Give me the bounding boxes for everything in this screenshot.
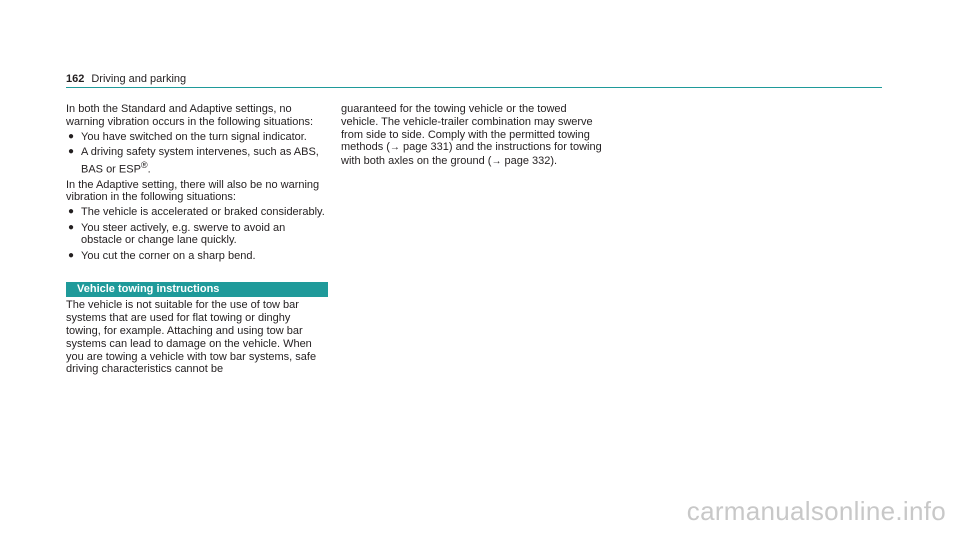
list-item: [66, 131, 328, 144]
intro-paragraph: In both the Standard and Adaptive settings, no warning vibration occurs in the following situations:: [66, 103, 314, 128]
list-item-text: You steer actively, e.g. swerve to avoid an obstacle or change lane quickly.: [81, 221, 286, 247]
continued-paragraph: [341, 103, 603, 169]
section-heading: Vehicle towing instructions: [66, 282, 328, 297]
text-segment: ).: [550, 155, 558, 168]
list-item-text: A driving safety system intervenes, such as ABS, BAS or ESP: [81, 145, 319, 176]
left-column: [66, 103, 328, 378]
list-item: [66, 222, 328, 248]
bullet-icon: ●: [68, 249, 75, 261]
no-vibration-list: [66, 131, 328, 177]
list-item: [66, 250, 328, 263]
bullet-icon: ●: [68, 206, 75, 218]
list-item: [66, 206, 328, 219]
bullet-icon: ●: [68, 145, 75, 157]
page-reference-link[interactable]: page 331: [402, 141, 449, 154]
arrow-icon: →: [491, 156, 502, 168]
section-title: Driving and parking: [91, 73, 187, 85]
list-item-text: The vehicle is accelerated or braked considerably.: [81, 206, 325, 219]
registered-mark: ®: [140, 159, 148, 170]
list-item: [66, 146, 328, 176]
arrow-icon: →: [389, 142, 400, 154]
bullet-icon: ●: [68, 130, 75, 142]
list-item-text: You cut the corner on a sharp bend.: [81, 249, 256, 262]
text-segment: ) and the instructions for towing with both axles on the ground (: [341, 141, 602, 168]
adaptive-list: [66, 206, 328, 262]
watermark: carmanualsonline.info: [686, 496, 946, 526]
text-segment: guaranteed for the towing vehicle or the towed vehicle. The vehicle-trailer combination may swerve from side to side. Comply with the permitted towing methods (: [341, 103, 593, 154]
page-reference-link[interactable]: page 332: [504, 155, 551, 168]
adaptive-paragraph: In the Adaptive setting, there will also be no warning vibration in the following situations:: [66, 178, 320, 204]
page-header: [66, 73, 882, 88]
page-number: 162: [66, 73, 85, 85]
bullet-icon: ●: [68, 221, 75, 233]
right-column: [341, 103, 603, 171]
list-item-text: You have switched on the turn signal indicator.: [81, 130, 307, 143]
towing-paragraph: The vehicle is not suitable for the use of tow bar systems that are used for flat towing or dinghy towing, for example. Attaching and using tow bar systems can lead to damage on the vehicle. When you are towing a vehicle with tow bar systems, safe driving characteristics cannot be: [66, 299, 317, 376]
list-item-end: .: [147, 163, 151, 176]
